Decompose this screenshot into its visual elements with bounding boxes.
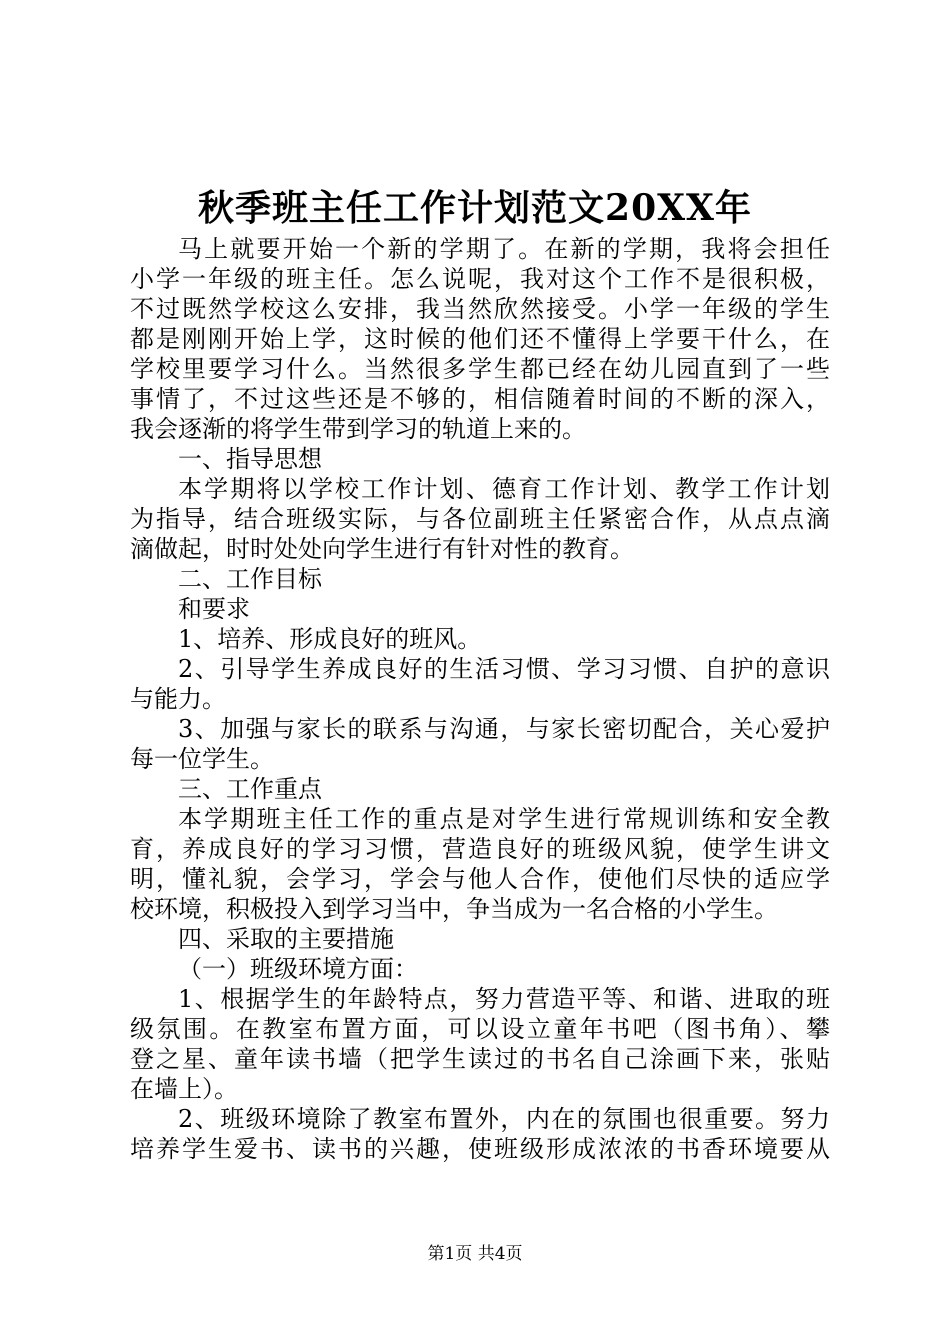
document-body bbox=[130, 234, 830, 1164]
paragraph-line: 校环境，积极投入到学习当中，争当成为一名合格的小学生。 bbox=[130, 895, 778, 923]
document-title: 秋季班主任工作计划范文20XX年 bbox=[198, 187, 752, 229]
paragraph-line: 本学期班主任工作的重点是对学生进行常规训练和安全教 bbox=[178, 805, 830, 833]
paragraph-line: 明，懂礼貌，会学习，学会与他人合作，使他们尽快的适应学 bbox=[130, 865, 830, 893]
section-heading: 二、工作目标 bbox=[178, 565, 322, 593]
section-heading: 四、采取的主要措施 bbox=[178, 925, 394, 953]
paragraph-line: 事情了，不过这些还是不够的，相信随着时间的不断的深入， bbox=[130, 385, 830, 413]
paragraph-line: 不过既然学校这么安排，我当然欣然接受。小学一年级的学生 bbox=[130, 295, 830, 323]
paragraph-line: 我会逐渐的将学生带到学习的轨道上来的。 bbox=[130, 415, 586, 443]
paragraph-line: 为指导，结合班级实际，与各位副班主任紧密合作，从点点滴 bbox=[130, 505, 830, 533]
paragraph-line: 滴做起，时时处处向学生进行有针对性的教育。 bbox=[130, 535, 634, 563]
page-number-footer: 第1页 共4页 bbox=[427, 1244, 523, 1264]
paragraph-line: 马上就要开始一个新的学期了。在新的学期，我将会担任 bbox=[178, 235, 830, 263]
paragraph-line: 都是刚刚开始上学，这时候的他们还不懂得上学要干什么，在 bbox=[130, 325, 830, 353]
section-heading: 一、指导思想 bbox=[178, 445, 322, 473]
list-item-continuation: 培养学生爱书、读书的兴趣，使班级形成浓浓的书香环境要从 bbox=[130, 1135, 830, 1163]
list-item-continuation: 在墙上）。 bbox=[130, 1075, 238, 1103]
paragraph-line: 本学期将以学校工作计划、德育工作计划、教学工作计划 bbox=[178, 475, 830, 503]
list-item-continuation: 与能力。 bbox=[130, 685, 226, 713]
list-item-continuation: 每一位学生。 bbox=[130, 745, 274, 773]
subsection-heading: （一）班级环境方面： bbox=[178, 955, 418, 983]
list-item: 2、班级环境除了教室布置外，内在的氛围也很重要。努力 bbox=[178, 1105, 830, 1133]
paragraph-line: 育，养成良好的学习习惯，营造良好的班级风貌，使学生讲文 bbox=[130, 835, 830, 863]
paragraph-line: 学校里要学习什么。当然很多学生都已经在幼儿园直到了一些 bbox=[130, 355, 830, 383]
list-item-continuation: 级氛围。在教室布置方面，可以设立童年书吧（图书角）、攀 bbox=[130, 1015, 830, 1043]
list-item: 1、培养、形成良好的班风。 bbox=[178, 625, 482, 653]
section-heading: 三、工作重点 bbox=[178, 775, 322, 803]
list-item: 1、根据学生的年龄特点，努力营造平等、和谐、进取的班 bbox=[178, 985, 830, 1013]
list-item: 2、引导学生养成良好的生活习惯、学习习惯、自护的意识 bbox=[178, 655, 830, 683]
paragraph-line: 小学一年级的班主任。怎么说呢，我对这个工作不是很积极， bbox=[130, 265, 830, 293]
list-item: 3、加强与家长的联系与沟通，与家长密切配合，关心爱护 bbox=[178, 715, 830, 743]
list-item-continuation: 登之星、童年读书墙（把学生读过的书名自己涂画下来，张贴 bbox=[130, 1045, 830, 1073]
section-heading: 和要求 bbox=[178, 595, 250, 623]
